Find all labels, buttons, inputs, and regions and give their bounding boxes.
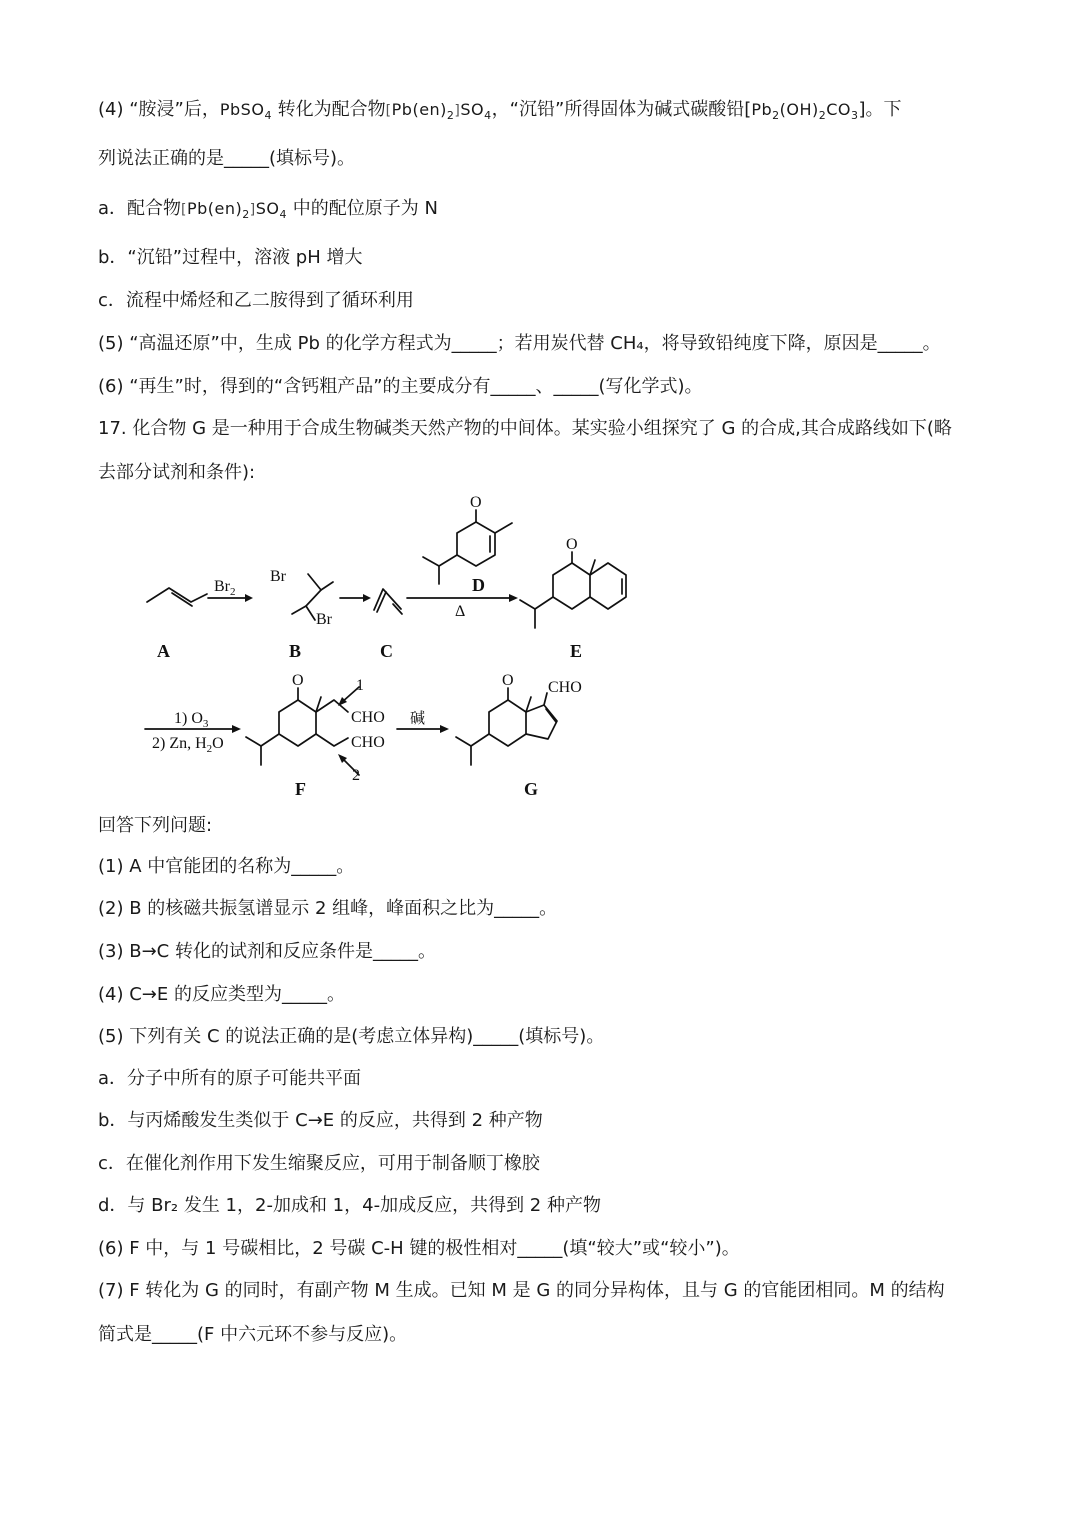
q16-part6: (6) “再生”时，得到的“含钙粗产品”的主要成分有_____、_____(写化学式)。 xyxy=(98,376,703,397)
q16-option-a: a．配合物$[Pb(en)_2]SO_4$ 中的配位原子为 N xyxy=(98,198,438,221)
q17-part7-line1: (7) F 转化为 G 的同时，有副产物 M 生成。已知 M 是 G 的同分异构体，且与 G 的官能团相同。M 的结构 xyxy=(98,1280,945,1301)
q17-part3: (3) B→C 转化的试剂和反应条件是_____。 xyxy=(98,941,436,962)
molecule-c-skeleton xyxy=(374,589,401,610)
formula-pbso4: PbSO$_4$ xyxy=(219,100,272,122)
q17-intro-line2: 去部分试剂和条件): xyxy=(98,462,256,483)
q17-part1: (1) A 中官能团的名称为_____。 xyxy=(98,856,355,877)
atom-br-bottom: Br xyxy=(316,611,332,628)
arrowhead-b-to-c xyxy=(363,594,371,602)
q17-part6: (6) F 中，与 1 号碳相比，2 号碳 C-H 键的极性相对_____(填“较大”或“较小”)。 xyxy=(98,1238,740,1259)
label-f: F xyxy=(295,779,306,799)
label-d: D xyxy=(472,575,485,595)
label-c: C xyxy=(380,641,393,661)
arrowhead-e-to-f xyxy=(232,725,241,733)
synthesis-route-scheme xyxy=(112,495,627,800)
reagent-br2: $Br_2$ xyxy=(214,578,236,598)
molecule-g xyxy=(456,672,582,765)
svg-text:CHO: CHO xyxy=(548,679,582,696)
q16-part4-line2: 列说法正确的是_____(填标号)。 xyxy=(98,148,356,169)
q17-part5: (5) 下列有关 C 的说法正确的是(考虑立体异构)_____(填标号)。 xyxy=(98,1026,605,1047)
svg-text:O: O xyxy=(566,536,578,553)
svg-text:O: O xyxy=(470,495,482,511)
carbon-mark-1: 1 xyxy=(356,677,364,694)
arrowhead-f-to-g xyxy=(440,725,449,733)
q16-part4-line1: (4) “胺浸”后，PbSO$_4$ 转化为配合物$[Pb(en)_2]SO_4$，“沉铅”所得固体为碱式碳酸铅$[Pb_2(OH)_2CO_3]$。下 xyxy=(98,99,902,122)
svg-text:O: O xyxy=(502,672,514,689)
label-e: E xyxy=(570,641,583,661)
svg-text:CHO: CHO xyxy=(351,734,385,751)
q17-option-b: b．与丙烯酸发生类似于 C→E 的反应，共得到 2 种产物 xyxy=(98,1110,543,1131)
q17-option-d: d．与 Br₂ 发生 1，2-加成和 1，4-加成反应，共得到 2 种产物 xyxy=(98,1195,601,1216)
q17-part4: (4) C→E 的反应类型为_____。 xyxy=(98,984,345,1005)
molecule-a-skeleton xyxy=(147,588,207,602)
reagent-base: 碱 xyxy=(410,709,426,727)
molecule-e xyxy=(520,536,626,628)
q17-option-a: a．分子中所有的原子可能共平面 xyxy=(98,1068,362,1089)
label-g: G xyxy=(524,779,539,799)
atom-br-top: Br xyxy=(270,568,286,585)
formula-complex-a: $[Pb(en)_2]SO_4$ xyxy=(181,199,287,221)
heat-symbol: Δ xyxy=(455,603,466,620)
label-b: B xyxy=(289,641,302,661)
molecule-f xyxy=(246,672,385,784)
q16-option-c: c．流程中烯烃和乙二胺得到了循环利用 xyxy=(98,290,414,311)
arrowhead-a-to-b xyxy=(245,594,253,602)
svg-text:CHO: CHO xyxy=(351,709,385,726)
formula-basic-lead-carbonate: $Pb_2(OH)_2CO_3$ xyxy=(751,100,859,122)
q17-intro-line1: 17. 化合物 G 是一种用于合成生物碱类天然产物的中间体。某实验小组探究了 G 的合成,其合成路线如下(略 xyxy=(98,418,952,439)
reagent-ozone: 1) $O_3$ xyxy=(174,710,209,730)
q16-option-b: b．“沉铅”过程中，溶液 pH 增大 xyxy=(98,247,363,268)
label-a: A xyxy=(157,641,170,661)
reagent-zinc-water: 2) Zn, $H_2O$ xyxy=(152,735,224,755)
molecule-a-double-bond xyxy=(172,593,192,606)
answer-prompt: 回答下列问题: xyxy=(98,815,213,836)
q17-part7-line2: 简式是_____(F 中六元环不参与反应)。 xyxy=(98,1324,408,1345)
molecule-d xyxy=(423,495,512,584)
arrowhead-c-to-e xyxy=(509,594,518,602)
q16-part5: (5) “高温还原”中，生成 Pb 的化学方程式为_____；若用炭代替 CH₄，将导致铅纯度下降，原因是_____。 xyxy=(98,333,941,354)
q17-part2: (2) B 的核磁共振氢谱显示 2 组峰，峰面积之比为_____。 xyxy=(98,898,558,919)
svg-text:O: O xyxy=(292,672,304,689)
q17-option-c: c．在催化剂作用下发生缩聚反应，可用于制备顺丁橡胶 xyxy=(98,1153,540,1174)
carbon-mark-2: 2 xyxy=(352,767,360,784)
formula-complex: $[Pb(en)_2]SO_4$ xyxy=(385,100,492,122)
